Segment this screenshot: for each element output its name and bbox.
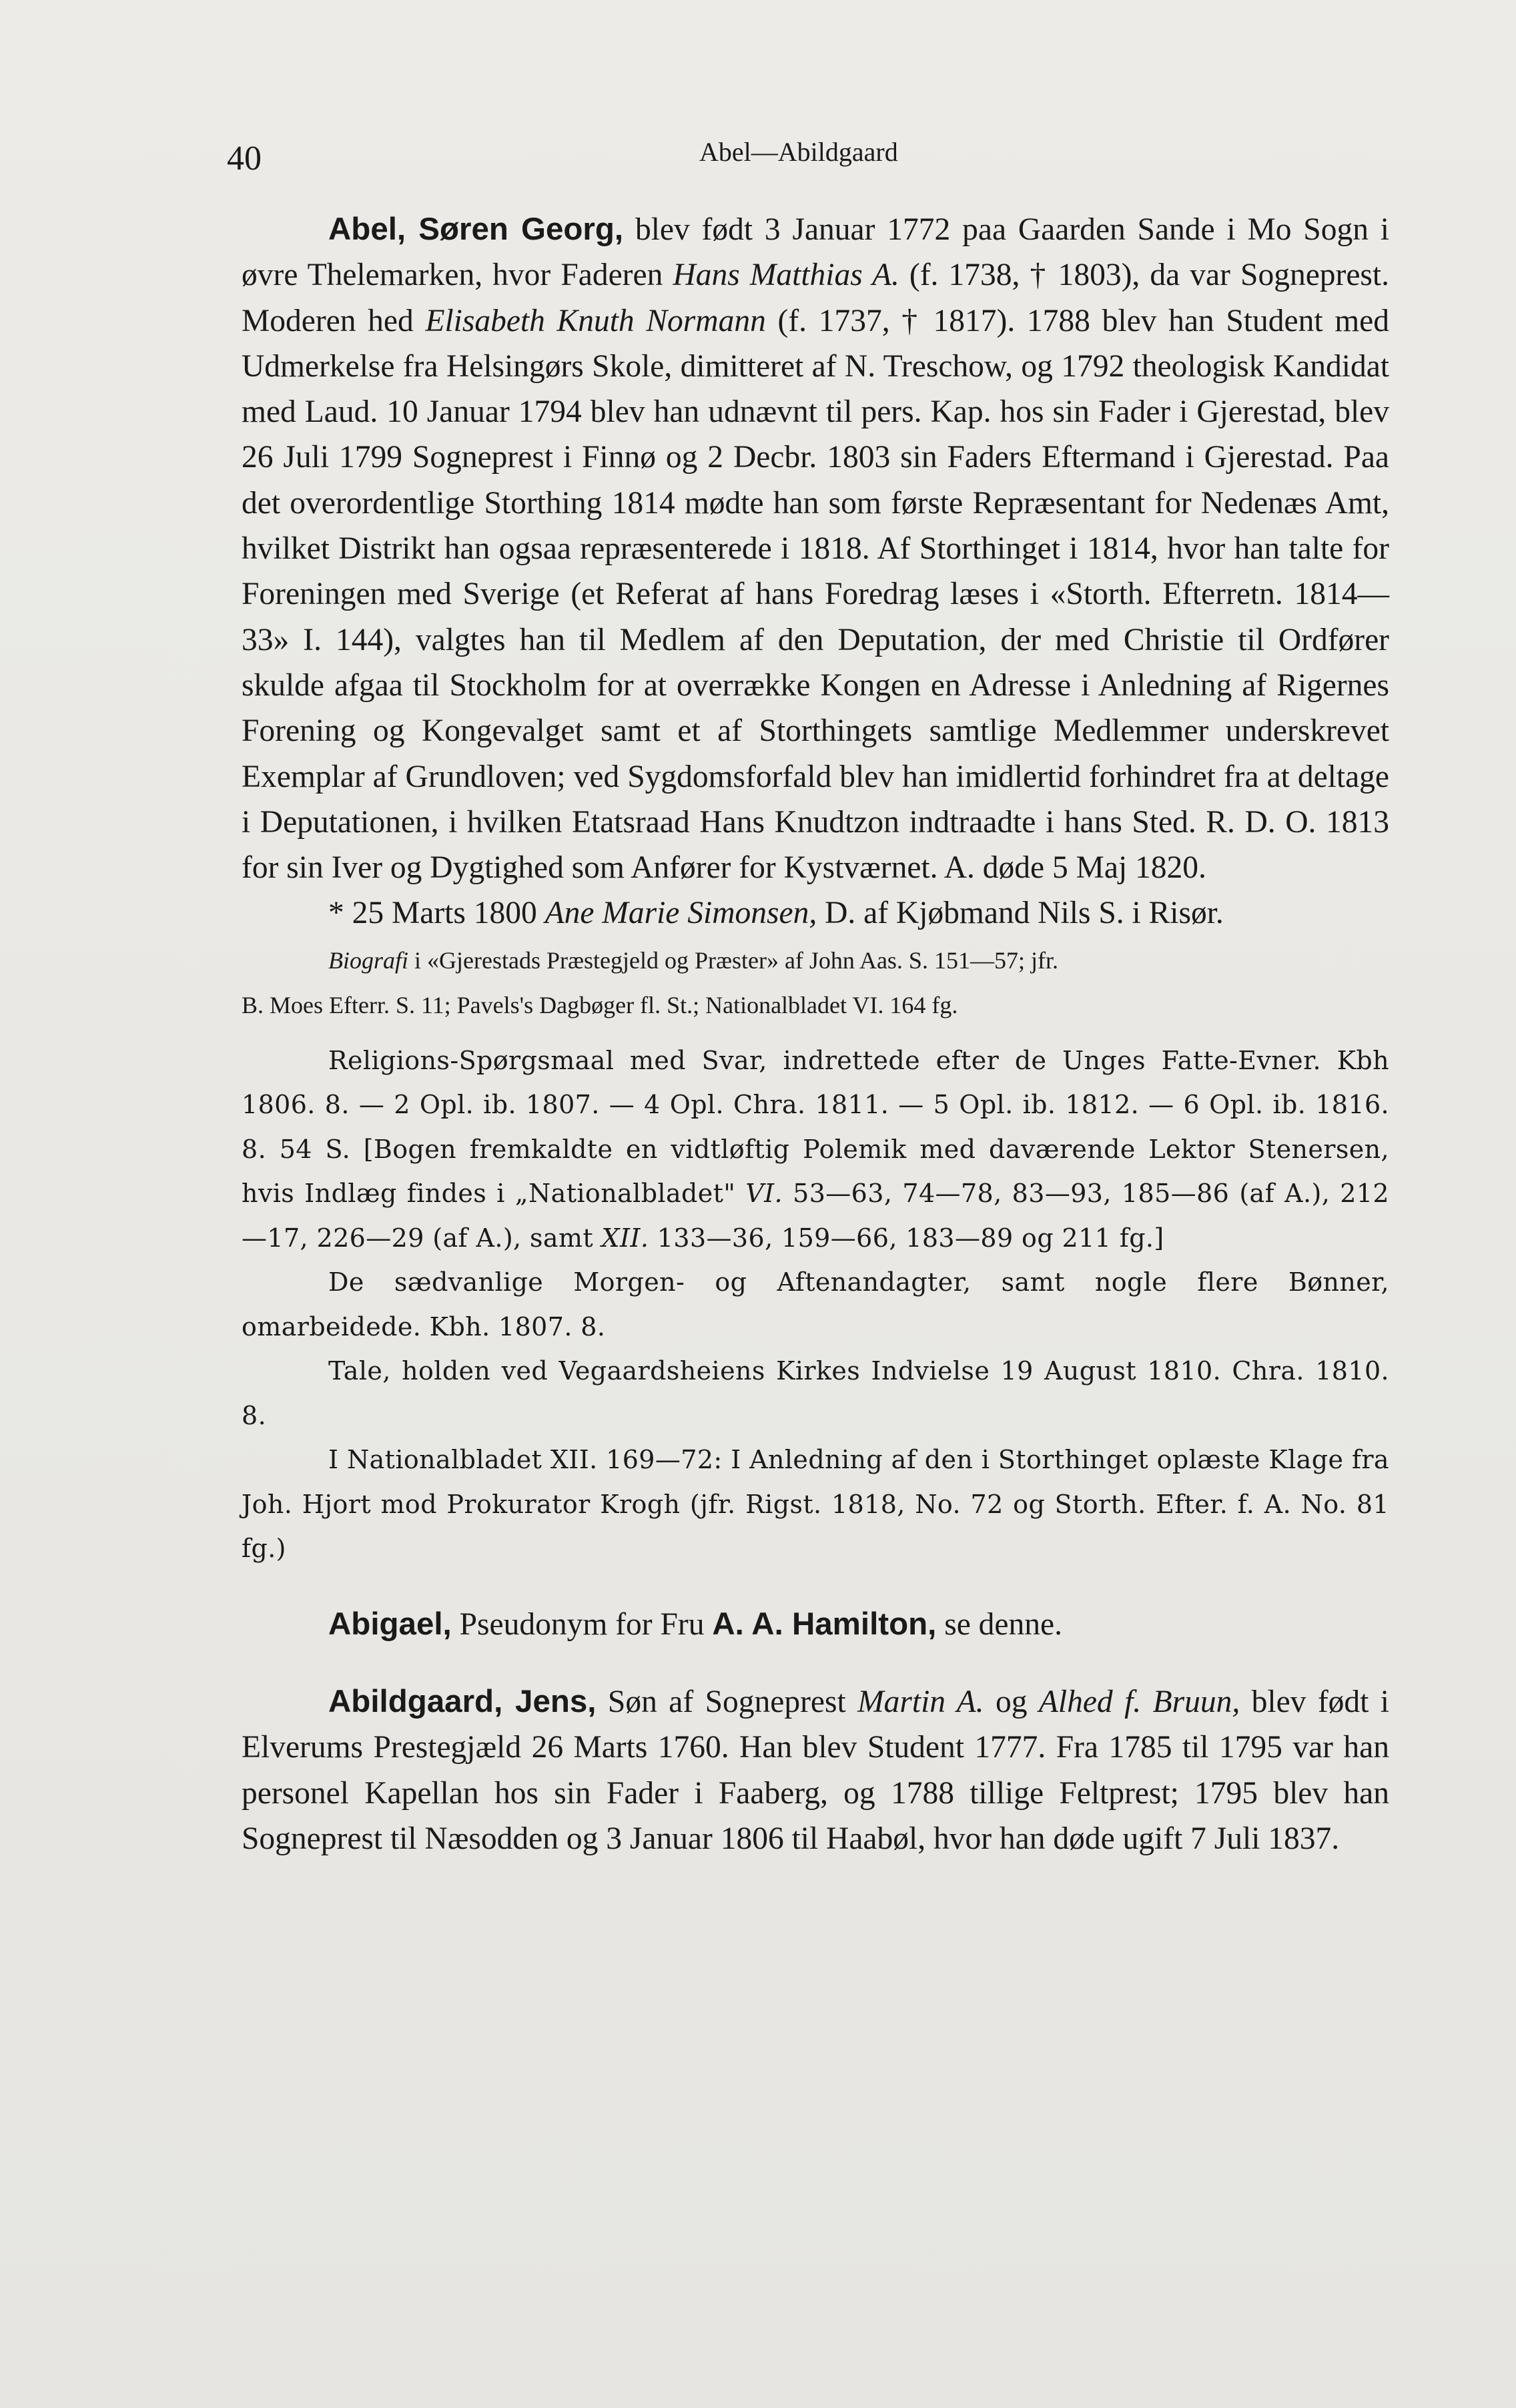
sources-text-1: i «Gjerestads Præstegjeld og Præster» af John Aas. S. 151—57; jfr. — [408, 946, 1058, 974]
work-tale: Tale, holden ved Vegaardsheiens Kirkes Indvielse 19 August 1810. Chra. 1810. 8. — [242, 1356, 1389, 1430]
sources-label: Biografi — [328, 946, 409, 974]
entry-abigael-name: Abigael, — [328, 1606, 452, 1642]
entry-abildgaard-mother: Alhed f. Bruun, — [1038, 1685, 1240, 1720]
work-andagter: De sædvanlige Morgen- og Aftenandagter, samt nogle flere Bønner, omarbeidede. Kbh. 1807. 8. — [242, 1267, 1389, 1341]
work-1-text-a: Religions-Spørgsmaal med Svar, indrettede efter de Unges Fatte-Evner. Kbh 1806. 8. — 2 Opl. ib. 1807. — 4 Opl. Chra. 1811. — 5 Opl. ib. 1812. — 6 Opl. ib. 1816. 8. 54 S. [Bogen fremkaldte en vidtløftig Polemik med daværende Lektor Stenersen, hvis Indlæg findes i „Nationalbladet" — [242, 1045, 1389, 1209]
entry-abel-text-3: (f. 1737, † 1817). 1788 blev han Student med Udmerkelse fra Helsingørs Skole, dimitteret af N. Treschow, og 1792 theologisk Kandidat med Laud. 10 Januar 1794 blev han udnævnt til pers. Kap. hos sin Fader i Gjerestad, blev 26 Juli 1799 Sogneprest i Finnø og 2 Decbr. 1803 sin Faders Eftermand i Gjerestad. Paa det overordentlige Storthing 1814 mødte han som første Repræsentant for Nedenæs Amt, hvilket Distrikt han ogsaa repræsenterede i 1818. Af Storthinget i 1814, hvor han talte for Foreningen med Sverige (et Referat af hans Foredrag læses i «Storth. Efterretn. 1814—33» I. 144), valgtes han til Medlem af den Deputation, der med Christie til Ordfører skulde afgaa til Stockholm for at overrække Kongen en Adresse i Anledning af Rigernes Forening og Kongevalget samt et af Storthingets samtlige Medlemmer underskrevet Exemplar af Grundloven; ved Sygdomsforfald blev han imidlertid forhindret fra at deltage i Deputationen, i hvilken Etatsraad Hans Knudtzon indtraadte i hans Sted. R. D. O. 1813 for sin Iver og Dygtighed som Anfører for Kystværnet. A. døde 5 Maj 1820. — [242, 303, 1389, 886]
running-head — [227, 133, 1388, 178]
page-body — [242, 207, 1389, 1861]
work-1-text-b: 53—63, 74—78, 83—93, 185—86 (af A.), 212—17, 226—29 (af A.), samt — [242, 1179, 1390, 1253]
entry-abel-father: Hans Matthias A. — [673, 258, 899, 293]
entry-abel — [242, 207, 1389, 936]
work-religions-spoergsmaal — [242, 1038, 1389, 1261]
entry-abel-marriage-1: * 25 Marts 1800 — [328, 896, 545, 931]
entry-abel-biography — [242, 207, 1389, 890]
entry-abigael-reference: A. A. Hamilton, — [712, 1606, 937, 1642]
entry-abigael-text-1: Pseudonym for Fru — [451, 1606, 713, 1642]
sources-line-2: B. Moes Efterr. S. 11; Pavels's Dagbøger fl. St.; Nationalbladet VI. 164 fg. — [242, 991, 958, 1018]
entry-abel-wife: Ane Marie Simonsen, — [544, 896, 817, 931]
page-number: 40 — [227, 139, 262, 178]
entry-abel-sources — [242, 938, 1389, 1028]
entry-abildgaard-text-2: og — [984, 1685, 1039, 1720]
entry-abildgaard-father: Martin A. — [857, 1685, 984, 1720]
entry-abel-text-1: blev født 3 Januar 1772 paa Gaarden Sande i Mo Sogn i øvre Thelemarken, hvor Faderen — [242, 212, 1389, 293]
entry-abel-marriage — [242, 890, 1389, 936]
entry-abigael — [242, 1602, 1389, 1647]
entry-abildgaard-name: Abildgaard, Jens, — [328, 1684, 597, 1720]
work-1-text-c: 133—36, 159—66, 183—89 og 211 fg.] — [649, 1223, 1164, 1253]
entry-abel-works — [242, 1038, 1389, 1571]
entry-abel-mother: Elisabeth Knuth Normann — [425, 303, 766, 338]
entry-abildgaard-text-1: Søn af Sogneprest — [596, 1685, 858, 1720]
entry-abel-name: Abel, Søren Georg, — [328, 212, 624, 247]
sources-line-1 — [242, 938, 1389, 983]
entry-abigael-text-2: se denne. — [936, 1606, 1062, 1642]
running-title: Abel—Abildgaard — [699, 137, 898, 167]
work-1-vol-xii: XII. — [601, 1223, 649, 1253]
entry-abildgaard-biography — [242, 1679, 1389, 1861]
work-1-vol-vi: VI. — [745, 1179, 783, 1209]
entry-abigael-text — [242, 1602, 1389, 1647]
entry-abel-marriage-2: D. af Kjøbmand Nils S. i Risør. — [817, 896, 1224, 931]
entry-abildgaard-text-3: blev født i Elverums Prestegjæld 26 Marts 1760. Han blev Student 1777. Fra 1785 til 1795 var han personel Kapellan hos sin Fader i Faaberg, og 1788 tillige Feltprest; 1795 blev han Sogneprest til Næsodden og 3 Januar 1806 til Haabøl, hvor han døde ugift 7 Juli 1837. — [242, 1685, 1390, 1856]
work-nationalbladet: I Nationalbladet XII. 169—72: I Anledning af den i Storthinget oplæste Klage fra Joh. Hjort mod Prokurator Krogh (jfr. Rigst. 1818, No. 72 og Storth. Efter. f. A. No. 81 fg.) — [242, 1445, 1389, 1564]
entry-abildgaard — [242, 1679, 1389, 1861]
entry-abel-text-2: (f. 1738, † 1803), da var Sogneprest. Moderen hed — [242, 258, 1389, 338]
